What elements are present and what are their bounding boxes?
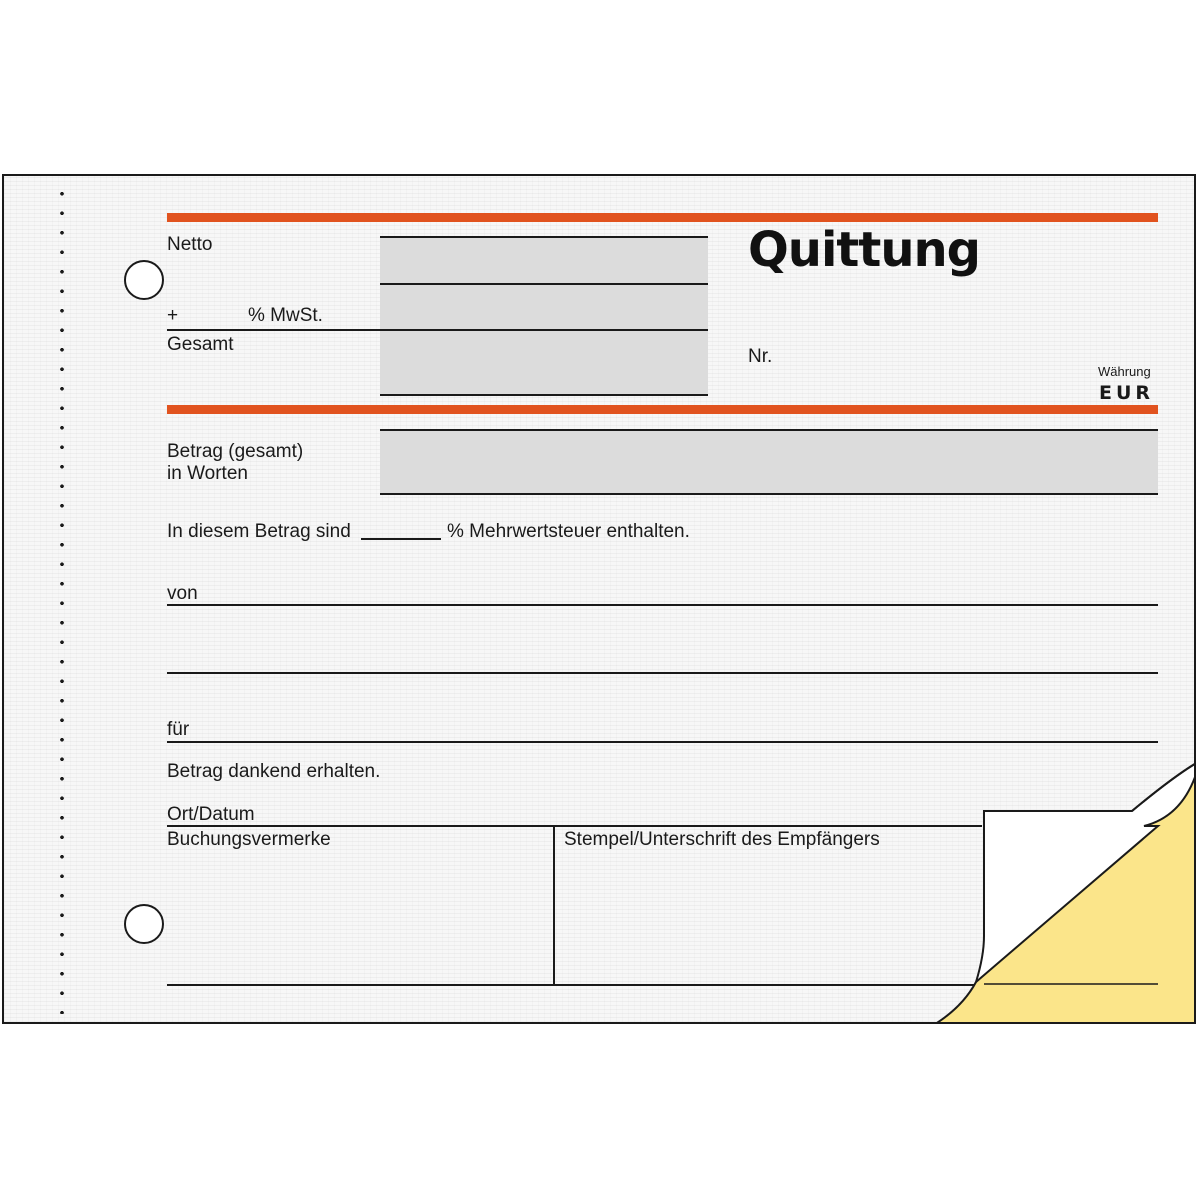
total-label: Gesamt xyxy=(167,334,234,355)
vat-sentence-suffix: % Mehrwertsteuer enthalten. xyxy=(447,521,690,542)
amount-words-label-2: in Worten xyxy=(167,463,248,484)
amount-words-label-1: Betrag (gesamt) xyxy=(167,441,304,462)
form-title: Quittung xyxy=(748,222,981,278)
booking-notes-label: Buchungsvermerke xyxy=(167,829,331,850)
currency-label: Währung xyxy=(1098,364,1151,379)
receipt-form xyxy=(2,174,1196,1024)
page-curl-copies xyxy=(4,176,1196,1024)
currency-value: EUR xyxy=(1099,382,1155,404)
vat-sentence-prefix: In diesem Betrag sind xyxy=(167,521,351,542)
place-date-label: Ort/Datum xyxy=(167,804,255,825)
from-label: von xyxy=(167,583,198,604)
received-text: Betrag dankend erhalten. xyxy=(167,761,381,782)
vat-label: % MwSt. xyxy=(248,305,323,326)
stamp-signature-label: Stempel/Unterschrift des Empfängers xyxy=(564,829,880,850)
for-label: für xyxy=(167,719,190,740)
net-label: Netto xyxy=(167,234,213,255)
number-label: Nr. xyxy=(748,346,773,367)
plus-sign: + xyxy=(167,305,179,326)
